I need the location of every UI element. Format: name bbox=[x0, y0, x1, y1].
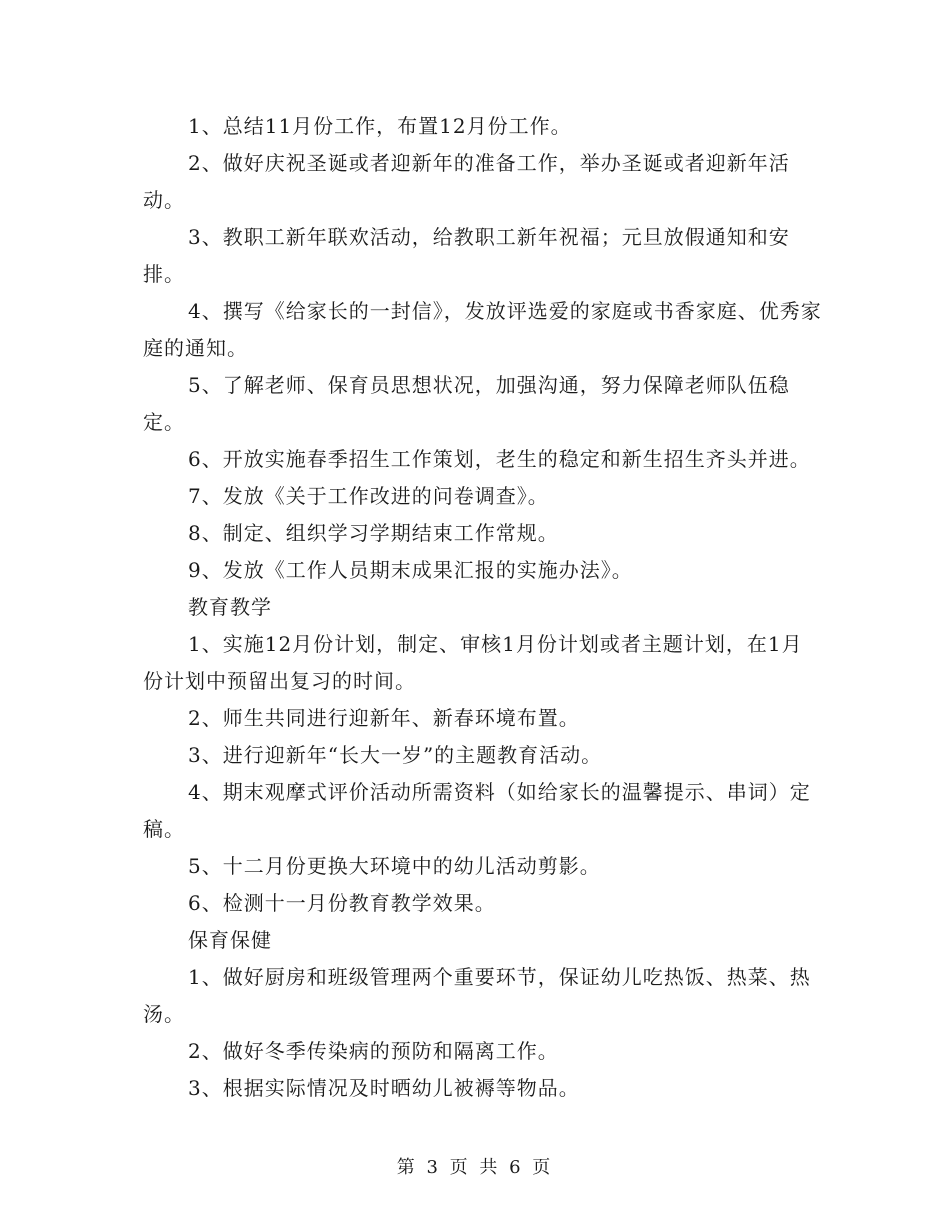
paragraph: 6、检测十一月份教育教学效果。 bbox=[188, 891, 496, 915]
section-heading-childcare: 保育保健 bbox=[188, 928, 272, 952]
page-number-footer: 第 3 页 共 6 页 bbox=[396, 1157, 554, 1178]
paragraph: 4、撰写《给家长的一封信》，发放评选爱的家庭或书香家庭、优秀家庭的通知。 bbox=[143, 299, 822, 360]
paragraph: 1、做好厨房和班级管理两个重要环节，保证幼儿吃热饭、热菜、热汤。 bbox=[143, 965, 811, 1026]
paragraph: 9、发放《工作人员期末成果汇报的实施办法》。 bbox=[188, 558, 633, 582]
paragraph: 3、进行迎新年“长大一岁”的主题教育活动。 bbox=[188, 743, 603, 767]
paragraph: 2、师生共同进行迎新年、新春环境布置。 bbox=[188, 706, 580, 730]
paragraph: 3、根据实际情况及时晒幼儿被褥等物品。 bbox=[188, 1076, 580, 1100]
section-heading-education: 教育教学 bbox=[188, 595, 272, 619]
paragraph: 3、教职工新年联欢活动，给教职工新年祝福；元旦放假通知和安排。 bbox=[143, 225, 790, 286]
paragraph: 4、期末观摩式评价活动所需资料（如给家长的温馨提示、串词）定稿。 bbox=[143, 780, 811, 841]
paragraph: 1、总结11月份工作，布置12月份工作。 bbox=[188, 114, 572, 138]
paragraph: 1、实施12月份计划，制定、审核1月份计划或者主题计划，在1月份计划中预留出复习的时间。 bbox=[143, 632, 803, 693]
paragraph: 8、制定、组织学习学期结束工作常规。 bbox=[188, 521, 559, 545]
paragraph: 5、了解老师、保育员思想状况，加强沟通，努力保障老师队伍稳定。 bbox=[143, 373, 790, 434]
paragraph: 5、十二月份更换大环境中的幼儿活动剪影。 bbox=[188, 854, 601, 878]
paragraph: 2、做好庆祝圣诞或者迎新年的准备工作，举办圣诞或者迎新年活动。 bbox=[143, 151, 790, 212]
paragraph: 7、发放《关于工作改进的问卷调查》。 bbox=[188, 484, 549, 508]
document-body bbox=[143, 108, 823, 1107]
paragraph: 2、做好冬季传染病的预防和隔离工作。 bbox=[188, 1039, 559, 1063]
paragraph: 6、开放实施春季招生工作策划，老生的稳定和新生招生齐头并进。 bbox=[188, 447, 811, 471]
